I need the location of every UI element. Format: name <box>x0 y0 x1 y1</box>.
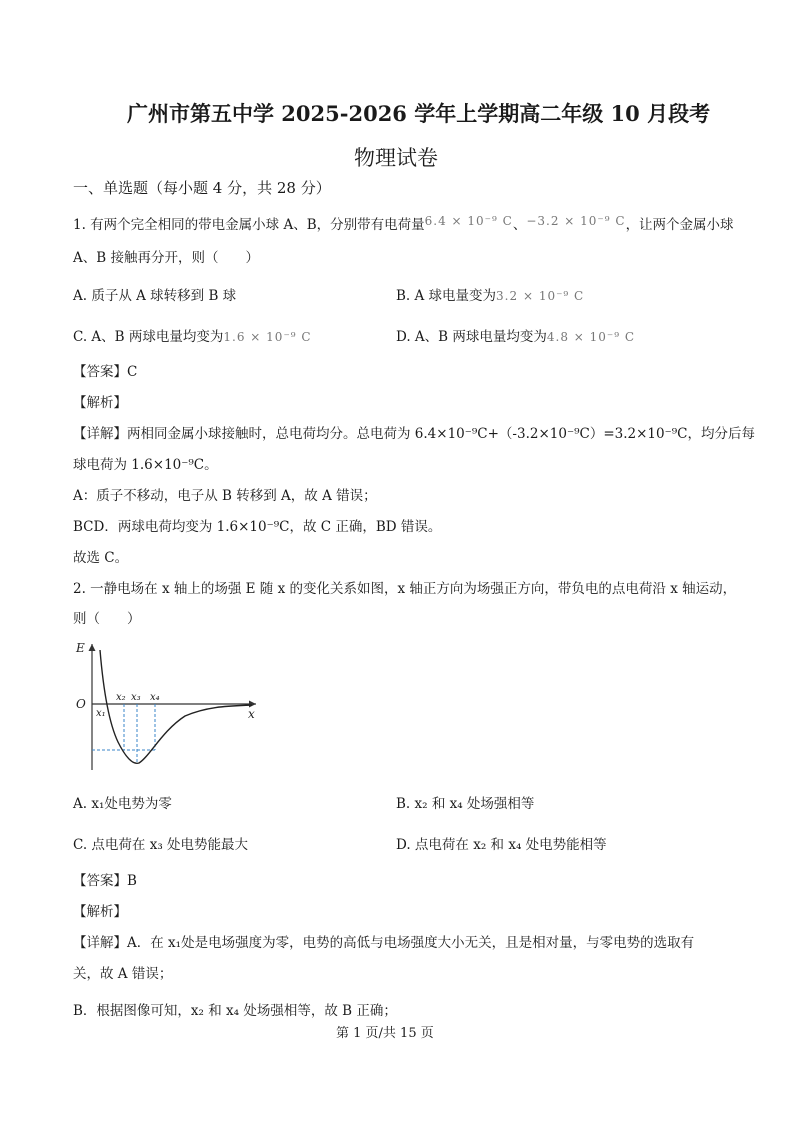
q1-option-a: A. 质子从 A 球转移到 B 球 <box>73 288 237 304</box>
q1-option-d-label: D. A、B 两球电量均变为 <box>396 329 547 345</box>
q1-option-b-label: B. A 球电量变为 <box>396 288 497 304</box>
q1-detail-5: 故选 C。 <box>73 550 129 566</box>
page-subtitle: 物理试卷 <box>354 146 438 170</box>
x-axis-label: x <box>248 707 255 721</box>
q1-answer: 【答案】C <box>73 364 138 380</box>
q1-stem-text: 1. 有两个完全相同的带电金属小球 A、B，分别带有电荷量 <box>73 217 425 233</box>
q2-analysis-heading: 【解析】 <box>73 904 127 920</box>
q1-analysis-heading: 【解析】 <box>73 395 127 411</box>
q1-detail-1: 【详解】两相同金属小球接触时，总电荷均分。总电荷为 6.4×10⁻⁹C+（-3.2×10⁻⁹C）=3.2×10⁻⁹C，均分后每 <box>73 426 755 442</box>
q1-detail-2: 球电荷为 1.6×10⁻⁹C。 <box>73 457 218 473</box>
q1-stem-tail: ，让两个金属小球 <box>625 217 734 233</box>
x4-label: x₄ <box>150 692 160 703</box>
q1-option-c <box>73 325 312 345</box>
q1-option-b-value: 3.2 × 10⁻⁹ C <box>496 289 585 303</box>
page-title: 广州市第五中学 2025-2026 学年上学期高二年级 10 月段考 <box>127 101 711 126</box>
q2-stem-line2: 则（ ） <box>73 611 141 627</box>
q2-option-d: D. 点电荷在 x₂ 和 x₄ 处电势能相等 <box>396 837 607 853</box>
q1-option-c-value: 1.6 × 10⁻⁹ C <box>223 330 312 344</box>
q2-option-c: C. 点电荷在 x₃ 处电势能最大 <box>73 837 249 853</box>
q1-option-d <box>396 325 635 345</box>
q2-detail-2: 关，故 A 错误； <box>73 966 173 982</box>
q1-charge-b: −3.2 × 10⁻⁹ C <box>526 214 626 228</box>
q2-answer: 【答案】B <box>73 873 137 889</box>
page-footer: 第 1 页/共 15 页 <box>336 1026 434 1041</box>
section-heading: 一、单选题（每小题 4 分，共 28 分） <box>73 179 331 197</box>
e-x-graph <box>70 636 270 778</box>
y-axis-label: E <box>76 641 85 655</box>
e-curve <box>100 650 252 763</box>
q1-stem-line1 <box>73 213 734 233</box>
x2-label: x₂ <box>116 692 126 703</box>
q1-charge-a: 6.4 × 10⁻⁹ C <box>424 214 513 228</box>
x1-label: x₁ <box>96 708 106 719</box>
q2-detail-3: B．根据图像可知，x₂ 和 x₄ 处场强相等，故 B 正确； <box>73 1003 397 1019</box>
q1-sep: 、 <box>512 217 527 233</box>
q2-option-a: A. x₁处电势为零 <box>73 796 172 812</box>
x3-label: x₃ <box>131 692 141 703</box>
q1-option-c-label: C. A、B 两球电量均变为 <box>73 329 224 345</box>
q1-option-b <box>396 284 584 304</box>
q1-detail-3: A：质子不移动，电子从 B 转移到 A，故 A 错误； <box>73 488 377 504</box>
q1-detail-4: BCD．两球电荷均变为 1.6×10⁻⁹C，故 C 正确，BD 错误。 <box>73 519 442 535</box>
q1-stem-line2: A、B 接触再分开，则（ ） <box>73 250 259 266</box>
q1-option-d-value: 4.8 × 10⁻⁹ C <box>546 330 636 344</box>
origin-label: O <box>76 697 86 711</box>
q2-detail-1: 【详解】A．在 x₁处是电场强度为零，电势的高低与电场强度大小无关，且是相对量，与零电势的选取有 <box>73 935 695 951</box>
q2-stem-line1: 2. 一静电场在 x 轴上的场强 E 随 x 的变化关系如图，x 轴正方向为场强正方向，带负电的点电荷沿 x 轴运动， <box>73 581 737 597</box>
q2-option-b: B. x₂ 和 x₄ 处场强相等 <box>396 796 535 812</box>
